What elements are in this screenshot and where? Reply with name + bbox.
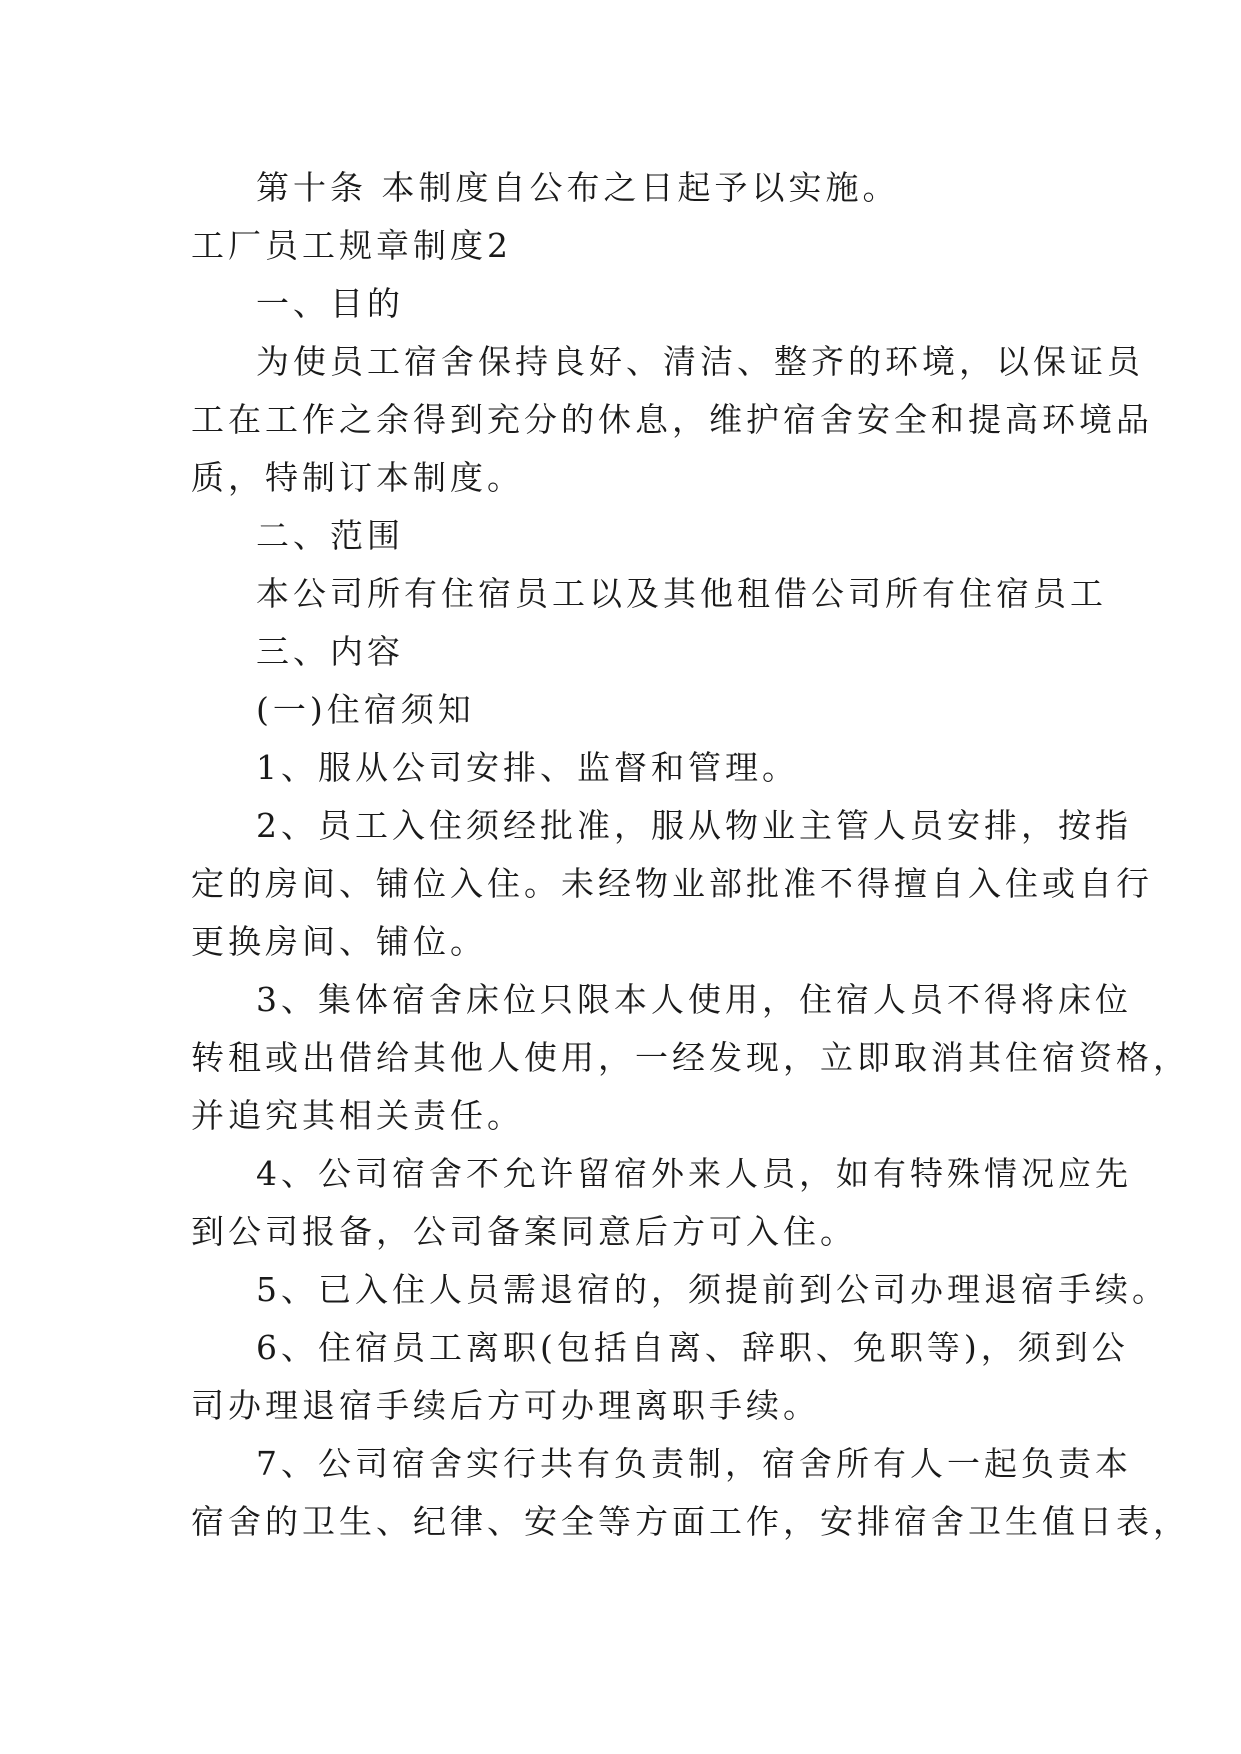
heading-content: 三、内容 — [256, 632, 404, 671]
item-3-line-3: 并追究其相关责任。 — [191, 1096, 524, 1135]
heading-scope: 二、范围 — [256, 516, 404, 555]
item-3-line-1: 3、集体宿舍床位只限本人使用，住宿人员不得将床位 — [256, 980, 1132, 1019]
item-5-line: 5、已入住人员需退宿的，须提前到公司办理退宿手续。 — [256, 1270, 1169, 1309]
purpose-line-2: 工在工作之余得到充分的休息，维护宿舍安全和提高环境品 — [191, 400, 1153, 439]
purpose-line-1: 为使员工宿舍保持良好、清洁、整齐的环境，以保证员 — [256, 342, 1144, 381]
item-4-line-2: 到公司报备，公司备案同意后方可入住。 — [191, 1212, 857, 1251]
item-4-line-1: 4、公司宿舍不允许留宿外来人员，如有特殊情况应先 — [256, 1154, 1132, 1193]
item-2-line-2: 定的房间、铺位入住。未经物业部批准不得擅自入住或自行 — [191, 864, 1153, 903]
section-title: 工厂员工规章制度2 — [191, 226, 512, 265]
item-1-line: 1、服从公司安排、监督和管理。 — [256, 748, 799, 787]
heading-purpose: 一、目的 — [256, 284, 404, 323]
subheading-notice: (一)住宿须知 — [256, 690, 475, 729]
item-7-line-2: 宿舍的卫生、纪律、安全等方面工作，安排宿舍卫生值日表， — [191, 1502, 1190, 1541]
article-10-line: 第十条 本制度自公布之日起予以实施。 — [256, 168, 900, 207]
item-7-line-1: 7、公司宿舍实行共有负责制，宿舍所有人一起负责本 — [256, 1444, 1132, 1483]
item-3-line-2: 转租或出借给其他人使用，一经发现，立即取消其住宿资格， — [191, 1038, 1190, 1077]
scope-line: 本公司所有住宿员工以及其他租借公司所有住宿员工 — [256, 574, 1107, 613]
purpose-line-3: 质，特制订本制度。 — [191, 458, 524, 497]
item-2-line-3: 更换房间、铺位。 — [191, 922, 487, 961]
item-6-line-2: 司办理退宿手续后方可办理离职手续。 — [191, 1386, 820, 1425]
item-2-line-1: 2、员工入住须经批准，服从物业主管人员安排，按指 — [256, 806, 1132, 845]
item-6-line-1: 6、住宿员工离职(包括自离、辞职、免职等)，须到公 — [256, 1328, 1129, 1367]
